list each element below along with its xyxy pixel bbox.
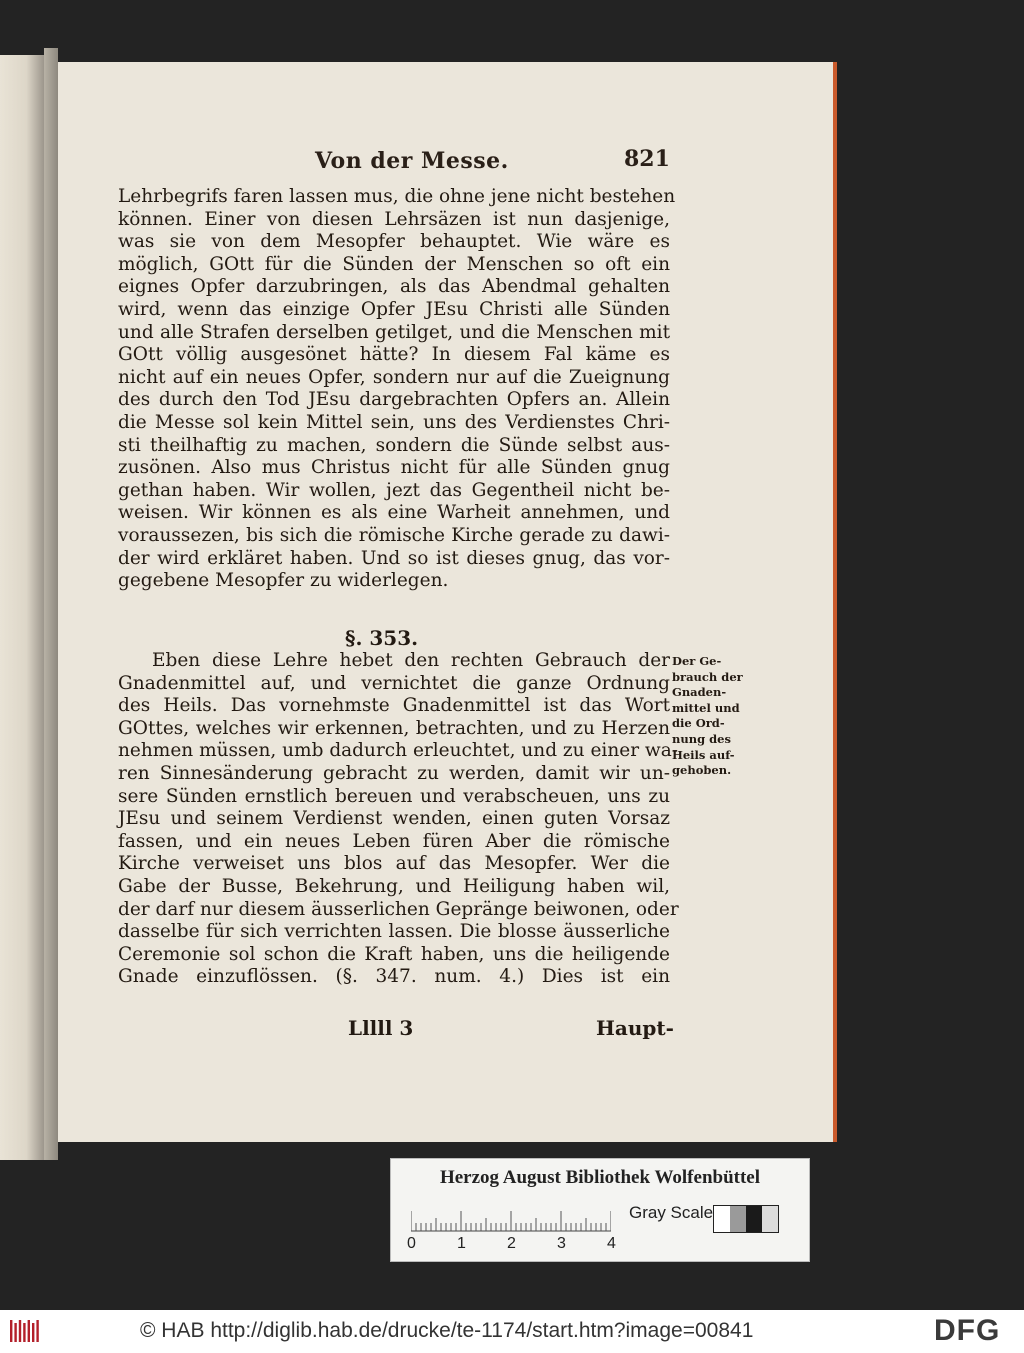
text-line: der wird erkläret haben. Und so ist dieses gnug, das vor- [118, 547, 670, 569]
hab-logo-bar [14, 1323, 16, 1342]
text-line: JEsu und seinem Verdienst wenden, einen guten Vorsaz [118, 808, 670, 830]
ruler-number: 2 [507, 1235, 516, 1252]
text-line: was sie von dem Mesopfer behauptet. Wie wäre es [118, 231, 670, 253]
hab-logo-bar [23, 1323, 25, 1342]
section-heading: §. 353. [345, 626, 419, 650]
text-line: die Messe sol kein Mittel sein, uns des Verdienstes Chri- [118, 411, 670, 433]
text-line: gegebene Mesopfer zu widerlegen. [118, 570, 449, 592]
hab-logo-bar [28, 1320, 30, 1342]
text-line: weisen. Wir können es als eine Warheit annehmen, und [118, 502, 670, 524]
gray-swatch [762, 1206, 778, 1232]
hab-logo-bar [32, 1323, 34, 1342]
text-line: fassen, und ein neues Leben füren Aber die römische [118, 830, 670, 852]
ruler-number: 4 [607, 1235, 616, 1252]
ruler-numbers [407, 1235, 631, 1255]
hab-logo-bar [19, 1320, 21, 1342]
paragraph-2 [118, 650, 679, 989]
margin-note-line: Heils auf- [672, 747, 735, 762]
gray-swatch [730, 1206, 746, 1232]
hab-logo-bar [36, 1320, 38, 1342]
scale-card [390, 1158, 810, 1262]
gray-swatch [746, 1206, 762, 1232]
text-line: können. Einer von diesen Lehrsäzen ist nun dasjenige, [118, 208, 670, 230]
ruler-number: 0 [407, 1235, 416, 1252]
margin-note [672, 654, 744, 779]
text-line: des durch den Tod JEsu dargebrachten Opfers an. Allein [118, 389, 670, 411]
text-line: möglich, GOtt für die Sünden der Menschen so oft ein [118, 253, 670, 275]
ruler-number: 1 [457, 1235, 466, 1252]
text-line: ren Sinnesänderung gebracht zu werden, damit wir un- [118, 762, 670, 784]
text-line: wird, wenn das einzige Opfer JEsu Christi alle Sünden [118, 298, 670, 320]
facing-page-edge [0, 55, 44, 1160]
gray-scale-swatches [713, 1205, 779, 1233]
footer-bar [0, 1310, 1024, 1353]
text-line: Gabe der Busse, Bekehrung, und Heiligung haben wil, [118, 875, 670, 897]
ruler-number: 3 [557, 1235, 566, 1252]
text-line: GOttes, welches wir erkennen, betrachten, und zu Herzen [118, 717, 670, 739]
text-line: nicht auf ein neues Opfer, sondern nur auf die Zueignung [118, 366, 670, 388]
text-line: der darf nur diesem äusserlichen Gepränge beiwonen, oder [118, 898, 679, 920]
gray-scale-label: Gray Scale [629, 1203, 714, 1222]
text-line: Lehrbegrifs faren lassen mus, die ohne jene nicht bestehen [118, 186, 676, 207]
text-line: Kirche verweiset uns blos auf das Mesopfer. Wer die [118, 853, 670, 875]
text-line: zusönen. Also mus Christus nicht für alle Sünden gnug [118, 457, 670, 479]
margin-note-line: mittel und [672, 700, 740, 715]
page-number: 821 [624, 146, 670, 172]
text-line: eignes Opfer darzubringen, als das Abendmal gehalten [118, 276, 670, 298]
text-line: GOtt völlig ausgesönet hätte? In diesem Fal käme es [118, 344, 670, 366]
text-line: Eben diese Lehre hebet den rechten Gebrauch der [152, 650, 670, 671]
text-line: sti theilhaftig zu machen, sondern die Sünde selbst aus- [118, 434, 670, 456]
book-gutter [44, 48, 58, 1160]
gray-swatch [714, 1206, 730, 1232]
catchword: Haupt- [596, 1016, 674, 1040]
running-head: Von der Messe. [315, 148, 509, 174]
text-line: sere Sünden ernstlich bereuen und verabscheuen, uns zu [118, 785, 670, 807]
signature-mark: Lllll 3 [348, 1016, 414, 1040]
text-line: Gnade einzuflössen. (§. 347. num. 4.) Dies ist ein [118, 966, 670, 988]
library-name: Herzog August Bibliothek Wolfenbüttel [439, 1167, 761, 1188]
hab-logo-icon [8, 1316, 42, 1346]
text-line: des Heils. Das vornehmste Gnadenmittel ist das Wort [118, 695, 670, 717]
hab-logo-bar [10, 1320, 12, 1342]
text-line: nehmen müssen, umb dadurch erleuchtet, und zu einer wa- [118, 740, 679, 762]
text-line: und alle Strafen derselben getilget, und die Menschen mit [118, 321, 670, 343]
text-line: dasselbe für sich verrichten lassen. Die blosse äusserliche [118, 921, 670, 943]
copyright-link[interactable]: © HAB http://diglib.hab.de/drucke/te-1174/start.htm?image=00841 [140, 1319, 754, 1342]
margin-note-line: die Ord- [672, 716, 725, 731]
margin-note-line: nung des [672, 731, 731, 746]
margin-note-line: gehoben. [672, 763, 732, 778]
dfg-logo: DFG [934, 1314, 1001, 1347]
text-line: Ceremonie sol schon die Kraft haben, uns die heiligende [118, 943, 670, 965]
margin-note-line: Der Ge- [672, 654, 722, 668]
margin-note-line: Gnaden- [672, 685, 727, 700]
ruler-ticks [411, 1203, 611, 1233]
paragraph-1 [118, 186, 676, 593]
text-line: Gnadenmittel auf, und vernichtet die ganze Ordnung [118, 672, 670, 694]
page-red-edge [833, 62, 837, 1142]
margin-note-line: brauch der [672, 669, 743, 684]
text-line: voraussezen, bis sich die römische Kirche gerade zu dawi- [118, 524, 670, 546]
text-line: gethan haben. Wir wollen, jezt das Gegentheil nicht be- [118, 479, 670, 501]
